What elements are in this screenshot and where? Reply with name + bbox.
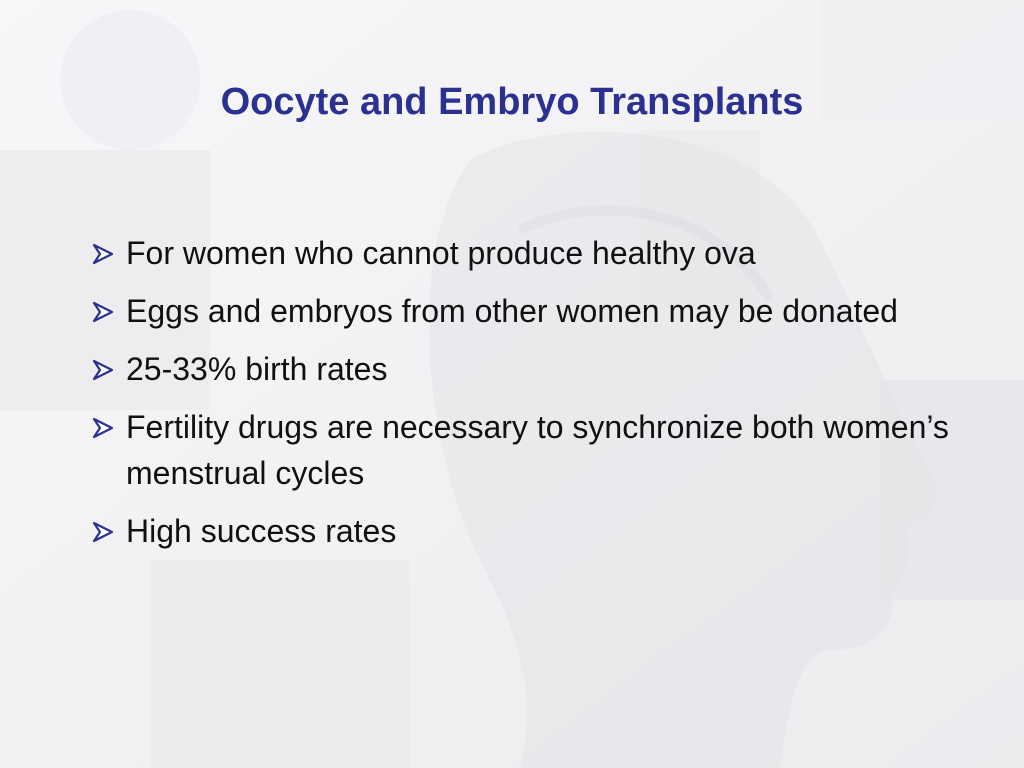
arrowhead-bullet-icon [90, 242, 116, 266]
bullet-item [88, 288, 968, 334]
bullet-list [88, 230, 968, 566]
bullet-text: 25-33% birth rates [126, 351, 388, 387]
bullet-item [88, 404, 968, 496]
bullet-text: High success rates [126, 513, 397, 549]
bullet-item [88, 346, 968, 392]
bullet-text: For women who cannot produce healthy ova [126, 235, 756, 271]
arrowhead-bullet-icon [90, 358, 116, 382]
bullet-item [88, 508, 968, 554]
arrowhead-bullet-icon [90, 416, 116, 440]
bullet-text: Fertility drugs are necessary to synchronize both women’s menstrual cycles [126, 409, 949, 491]
slide-title: Oocyte and Embryo Transplants [220, 81, 804, 123]
arrowhead-bullet-icon [90, 300, 116, 324]
arrowhead-bullet-icon [90, 520, 116, 544]
bullet-item [88, 230, 968, 276]
bullet-text: Eggs and embryos from other women may be donated [126, 293, 898, 329]
